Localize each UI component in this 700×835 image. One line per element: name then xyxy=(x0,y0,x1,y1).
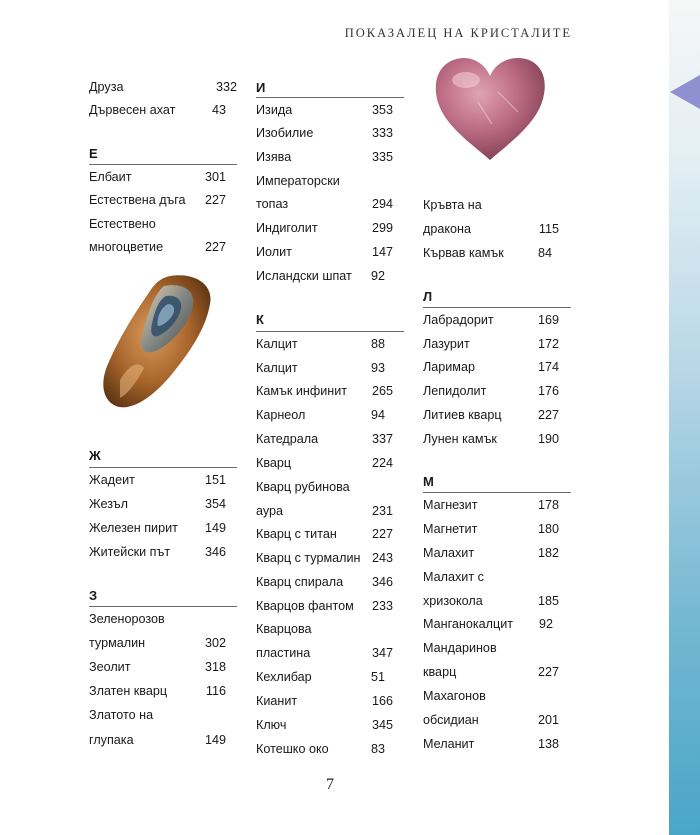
entry-page: 178 xyxy=(537,498,559,512)
entry-page: 185 xyxy=(537,594,559,608)
section-divider xyxy=(423,307,571,308)
entry-name: Калцит xyxy=(256,361,298,375)
entry-name: хризокола xyxy=(423,594,483,608)
entry-name: кварц xyxy=(423,665,457,679)
entry-name: Кварц спирала xyxy=(256,575,344,589)
section-letter: Л xyxy=(423,289,433,304)
rose-quartz-heart-image xyxy=(428,52,552,164)
section-letter: З xyxy=(89,588,98,603)
entry-page: 88 xyxy=(370,337,385,351)
entry-name: аура xyxy=(256,504,284,518)
entry-name: Камък инфинит xyxy=(256,384,348,398)
entry-name: Манганокалцит xyxy=(423,617,514,631)
page-number: 7 xyxy=(326,776,334,793)
entry-page: 301 xyxy=(204,170,226,184)
entry-page: 224 xyxy=(371,456,393,470)
entry-page: 92 xyxy=(538,617,553,631)
entry-name: Кървав камък xyxy=(423,246,504,260)
entry-name: Лунен камък xyxy=(423,432,497,446)
entry-name: Златото на xyxy=(89,708,154,722)
entry-name: Котешко око xyxy=(256,742,329,756)
entry-page: 294 xyxy=(371,197,393,211)
entry-name: Кварц с титан xyxy=(256,527,337,541)
entry-name: Магнезит xyxy=(423,498,478,512)
entry-name: Кварцова xyxy=(256,622,312,636)
entry-page: 333 xyxy=(371,126,393,140)
section-divider xyxy=(89,606,237,607)
entry-name: Махагонов xyxy=(423,689,486,703)
entry-page: 335 xyxy=(371,150,393,164)
entry-name: Кианит xyxy=(256,694,298,708)
entry-name: Ключ xyxy=(256,718,287,732)
entry-page: 347 xyxy=(371,646,393,660)
entry-name: Калцит xyxy=(256,337,298,351)
entry-page: 233 xyxy=(371,599,393,613)
entry-page: 84 xyxy=(537,246,552,260)
entry-name: Изобилие xyxy=(256,126,314,140)
entry-name: Златен кварц xyxy=(89,684,168,698)
entry-name: Друза xyxy=(89,80,124,94)
entry-name: дракона xyxy=(423,222,471,236)
entry-page: 147 xyxy=(371,245,393,259)
entry-page: 346 xyxy=(371,575,393,589)
section-divider xyxy=(89,467,237,468)
entry-name: Естествено xyxy=(89,217,156,231)
entry-name: Малахит xyxy=(423,546,475,560)
entry-page: 243 xyxy=(371,551,393,565)
entry-page: 299 xyxy=(371,221,393,235)
entry-page: 169 xyxy=(537,313,559,327)
entry-name: Кварц с турмалин xyxy=(256,551,361,565)
entry-name: Изява xyxy=(256,150,292,164)
entry-page: 345 xyxy=(371,718,393,732)
entry-name: Железен пирит xyxy=(89,521,178,535)
entry-name: Кварцов фантом xyxy=(256,599,354,613)
entry-name: Зеолит xyxy=(89,660,131,674)
entry-name: Елбаит xyxy=(89,170,132,184)
entry-name: Меланит xyxy=(423,737,475,751)
entry-page: 93 xyxy=(370,361,385,375)
agate-stone-image xyxy=(98,270,216,416)
entry-page: 166 xyxy=(371,694,393,708)
entry-page: 43 xyxy=(211,103,226,117)
entry-name: Кехлибар xyxy=(256,670,312,684)
entry-page: 182 xyxy=(537,546,559,560)
entry-page: 227 xyxy=(537,665,559,679)
entry-page: 176 xyxy=(537,384,559,398)
entry-page: 180 xyxy=(537,522,559,536)
entry-page: 227 xyxy=(204,193,226,207)
entry-name: Дървесен ахат xyxy=(89,103,176,117)
entry-name: глупака xyxy=(89,733,134,747)
entry-name: Житейски път xyxy=(89,545,171,559)
entry-page: 265 xyxy=(371,384,393,398)
entry-page: 138 xyxy=(537,737,559,751)
entry-name: Кръвта на xyxy=(423,198,482,212)
entry-name: пластина xyxy=(256,646,311,660)
entry-page: 149 xyxy=(204,733,226,747)
entry-page: 201 xyxy=(537,713,559,727)
entry-name: Лазурит xyxy=(423,337,470,351)
entry-name: Жезъл xyxy=(89,497,128,511)
entry-name: Катедрала xyxy=(256,432,319,446)
entry-page: 337 xyxy=(371,432,393,446)
entry-page: 332 xyxy=(215,80,237,94)
entry-page: 227 xyxy=(537,408,559,422)
entry-name: Изида xyxy=(256,103,293,117)
entry-name: обсидиан xyxy=(423,713,479,727)
section-divider xyxy=(256,331,404,332)
section-letter: К xyxy=(256,312,264,327)
entry-page: 227 xyxy=(371,527,393,541)
entry-page: 302 xyxy=(204,636,226,650)
section-letter: И xyxy=(256,80,266,95)
entry-page: 115 xyxy=(538,222,559,236)
section-divider xyxy=(423,492,571,493)
entry-name: Магнетит xyxy=(423,522,478,536)
entry-name: Естествена дъга xyxy=(89,193,186,207)
entry-page: 174 xyxy=(537,360,559,374)
page-edge-color-bar xyxy=(669,0,700,835)
entry-page: 151 xyxy=(204,473,226,487)
entry-name: Литиев кварц xyxy=(423,408,502,422)
running-head: ПОКАЗАЛЕЦ НА КРИСТАЛИТЕ xyxy=(344,26,572,40)
entry-page: 83 xyxy=(370,742,385,756)
entry-name: турмалин xyxy=(89,636,146,650)
entry-name: Исландски шпат xyxy=(256,269,352,283)
entry-page: 353 xyxy=(371,103,393,117)
entry-name: Кварц xyxy=(256,456,292,470)
entry-page: 172 xyxy=(537,337,559,351)
section-letter: М xyxy=(423,474,434,489)
entry-name: Иолит xyxy=(256,245,292,259)
entry-name: Лабрадорит xyxy=(423,313,494,327)
section-letter: Ж xyxy=(89,448,101,463)
section-divider xyxy=(256,97,404,98)
section-divider xyxy=(89,164,237,165)
entry-name: Малахит с xyxy=(423,570,484,584)
entry-name: Жадеит xyxy=(89,473,135,487)
entry-page: 92 xyxy=(370,269,385,283)
entry-page: 94 xyxy=(370,408,385,422)
entry-name: Мандаринов xyxy=(423,641,497,655)
entry-name: топаз xyxy=(256,197,289,211)
entry-page: 149 xyxy=(204,521,226,535)
entry-page: 346 xyxy=(204,545,226,559)
entry-name: многоцветие xyxy=(89,240,164,254)
entry-page: 227 xyxy=(204,240,226,254)
entry-page: 190 xyxy=(537,432,559,446)
entry-name: Зеленорозов xyxy=(89,612,165,626)
entry-name: Лепидолит xyxy=(423,384,487,398)
entry-name: Императорски xyxy=(256,174,340,188)
section-tab-arrow[interactable] xyxy=(670,75,700,109)
section-letter: Е xyxy=(89,146,98,161)
entry-page: 231 xyxy=(371,504,393,518)
entry-page: 318 xyxy=(204,660,226,674)
entry-name: Ларимар xyxy=(423,360,475,374)
entry-page: 116 xyxy=(205,684,226,698)
entry-name: Индиголит xyxy=(256,221,318,235)
entry-name: Кварц рубинова xyxy=(256,480,350,494)
entry-page: 354 xyxy=(204,497,226,511)
entry-name: Карнеол xyxy=(256,408,306,422)
entry-page: 51 xyxy=(370,670,385,684)
